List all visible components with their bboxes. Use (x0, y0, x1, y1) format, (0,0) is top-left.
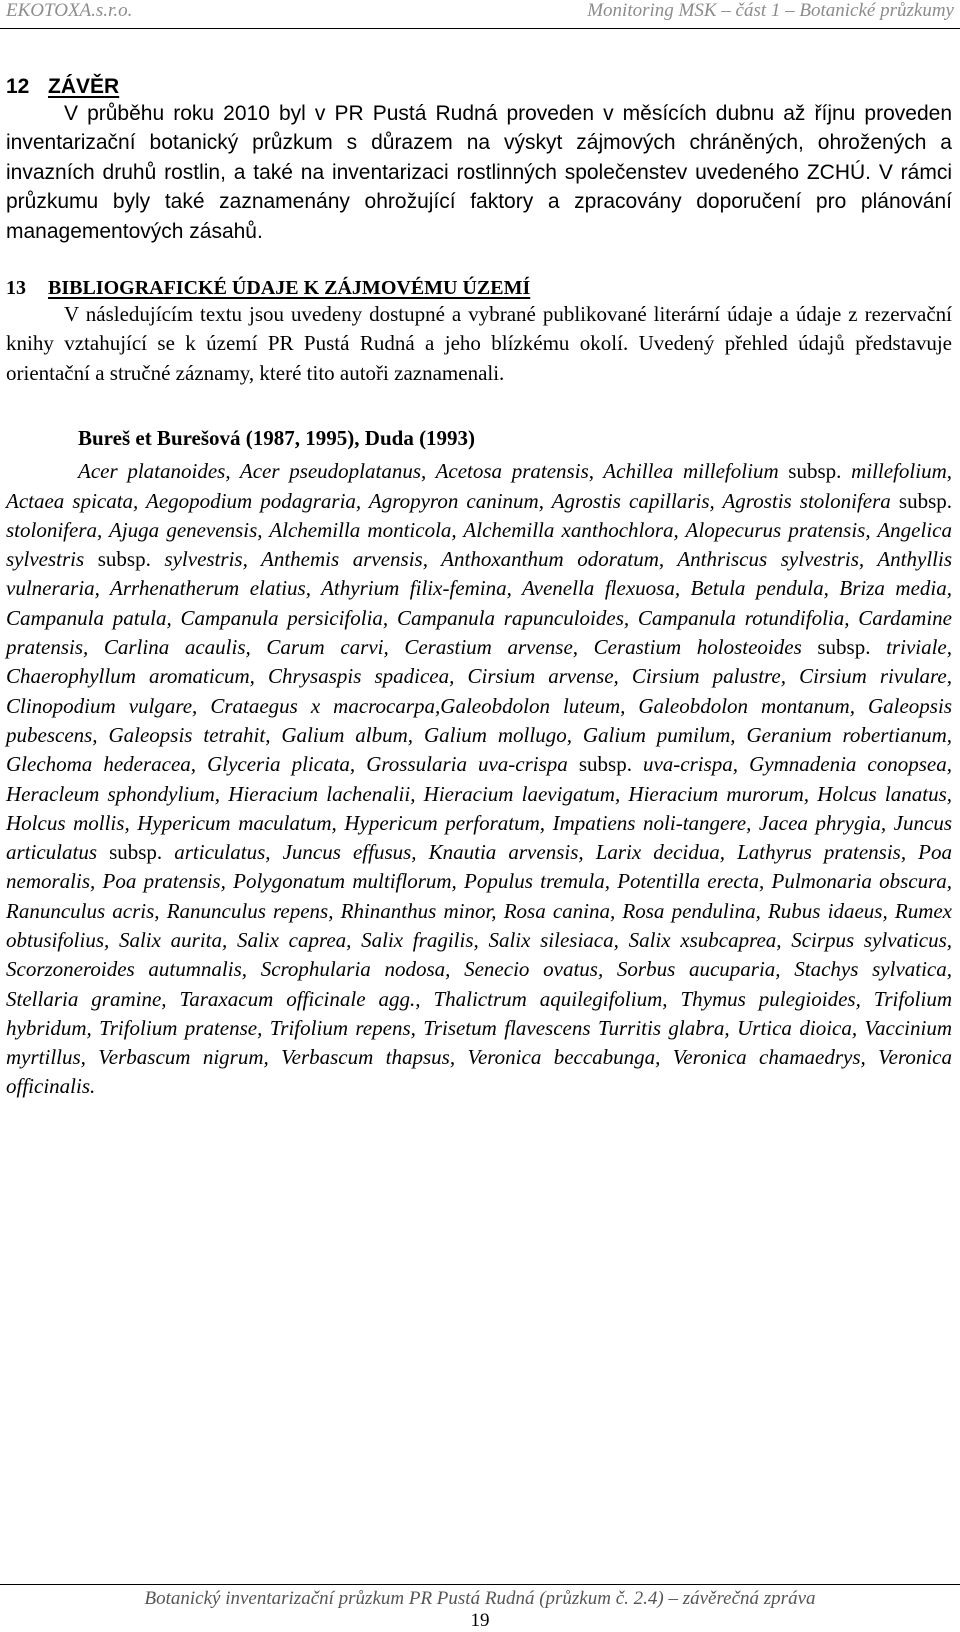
page-content (6, 68, 952, 1102)
species-list (6, 457, 952, 1102)
header-company: EKOTOXA.s.r.o. (6, 0, 133, 21)
page-number: 19 (470, 1610, 490, 1631)
section-heading-12 (6, 74, 952, 99)
species-names: articulatus, Juncus effusus, Knautia arvensis, Larix decidua, Lathyrus pratensis, Poa nemoralis, Poa pratensis, Polygonatum multiflorum, Populus tremula, Potentilla erecta, Pulmonaria obscura, Ranunculus acris, Ranunculus repens, Rhinanthus minor, Rosa canina, Rosa pendulina, Rubus idaeus, Rumex obtusifolius, Salix aurita, Salix caprea, Salix fragilis, Salix silesiaca, Salix xsubcaprea, Scirpus sylvaticus, Scorzoneroides autumnalis, Scrophularia nodosa, Senecio ovatus, Sorbus aucuparia, Stachys sylvatica, Stellaria gramine, Taraxacum officinale agg., Thalictrum aquilegifolium, Thymus pulegioides, Trifolium hybridum, Trifolium pratense, Trifolium repens, Trisetum flavescens Turritis glabra, Urtica dioica, Vaccinium myrtillus, Verbascum nigrum, Verbascum thapsus, Veronica beccabunga, Veronica chamaedrys, Veronica officinalis. (6, 840, 952, 1099)
section-number: 12 (6, 75, 30, 98)
conclusion-paragraph: V průběhu roku 2010 byl v PR Pustá Rudná proveden v měsících dubnu až říjnu proveden inventarizační botanický průzkum s důrazem na výskyt zájmových chráněných, ohrožených a invazních druhů rostlin, a také na inventarizaci rostlinných společenstev uvedeného ZCHÚ. V rámci průzkumu byly také zaznamenány ohrožující faktory a zpracovány doporučení pro plánování managementových zásahů. (6, 102, 952, 243)
species-names: sylvestris, Anthemis arvensis, Anthoxanthum odoratum, Anthriscus sylvestris, Anthyllis vulneraria, Arrhenatherum elatius, Athyrium filix-femina, Avenella flexuosa, Betula pendula, Briza media, Campanula patula, Campanula persicifolia, Campanula rapunculoides, Campanula rotundifolia, Cardamine pratensis, Carlina acaulis, Carum carvi, Cerastium arvense, Cerastium holosteoides (6, 547, 953, 660)
species-names: triviale, Chaerophyllum aromaticum, Chrysaspis spadicea, Cirsium arvense, Cirsium palustre, Cirsium rivulare, Clinopodium vulgare, Crataegus x macrocarpa,Galeobdolon luteum, Galeobdolon montanum, Galeopsis pubescens, Galeopsis tetrahit, Galium album, Galium mollugo, Galium pumilum, Geranium robertianum, Glechoma hederacea, Glyceria plicata, Grossularia uva-crispa (6, 635, 953, 777)
section-title: BIBLIOGRAFICKÉ ÚDAJE K ZÁJMOVÉMU ÚZEMÍ (48, 277, 531, 300)
header-divider (0, 28, 960, 29)
subspecies-abbrev: subsp. (97, 547, 151, 572)
species-names: Acer platanoides, Acer pseudoplatanus, Acetosa pratensis, Achillea millefolium (78, 459, 789, 484)
subspecies-abbrev: subsp. (578, 752, 632, 777)
species-names: stolonifera, Ajuga genevensis, Alchemilla monticola, Alchemilla xanthochlora, Alopecurus pratensis, Angelica sylvestris (6, 517, 952, 572)
species-names: millefolium, Actaea spicata, Aegopodium podagraria, Agropyron caninum, Agrostis capillaris, Agrostis stolonifera (6, 459, 952, 513)
section-heading-13 (6, 276, 952, 300)
reference-authors: Bureš et Burešová (1987, 1995), Duda (1993) (78, 426, 476, 451)
subspecies-abbrev: subsp. (898, 488, 952, 513)
subspecies-abbrev: subsp. (109, 840, 163, 865)
footer-divider (0, 1584, 960, 1585)
page-header (6, 0, 954, 26)
subspecies-abbrev: subsp. (788, 459, 842, 484)
page-footer: Botanický inventarizační průzkum PR Pustá Rudná (průzkum č. 2.4) – závěrečná zpráva (144, 1588, 816, 1609)
subspecies-abbrev: subsp. (817, 635, 871, 660)
section-number: 13 (6, 277, 26, 300)
bibliography-intro-paragraph: V následujícím textu jsou uvedeny dostupné a vybrané publikované literární údaje a údaje z rezervační knihy vztahující se k území PR Pustá Rudná a jeho blízkému okolí. Uvedený přehled údajů představuje orientační a stručné záznamy, které tito autoři zaznamenali. (6, 302, 952, 385)
species-names: uva-crispa, Gymnadenia conopsea, Heracleum sphondylium, Hieracium lachenalii, Hieracium laevigatum, Hieracium murorum, Holcus lanatus, Holcus mollis, Hypericum maculatum, Hypericum perforatum, Impatiens noli-tangere, Jacea phrygia, Juncus articulatus (6, 752, 952, 865)
section-title: ZÁVĚR (48, 75, 120, 98)
header-document-title: Monitoring MSK – část 1 – Botanické průzkumy (587, 0, 954, 21)
